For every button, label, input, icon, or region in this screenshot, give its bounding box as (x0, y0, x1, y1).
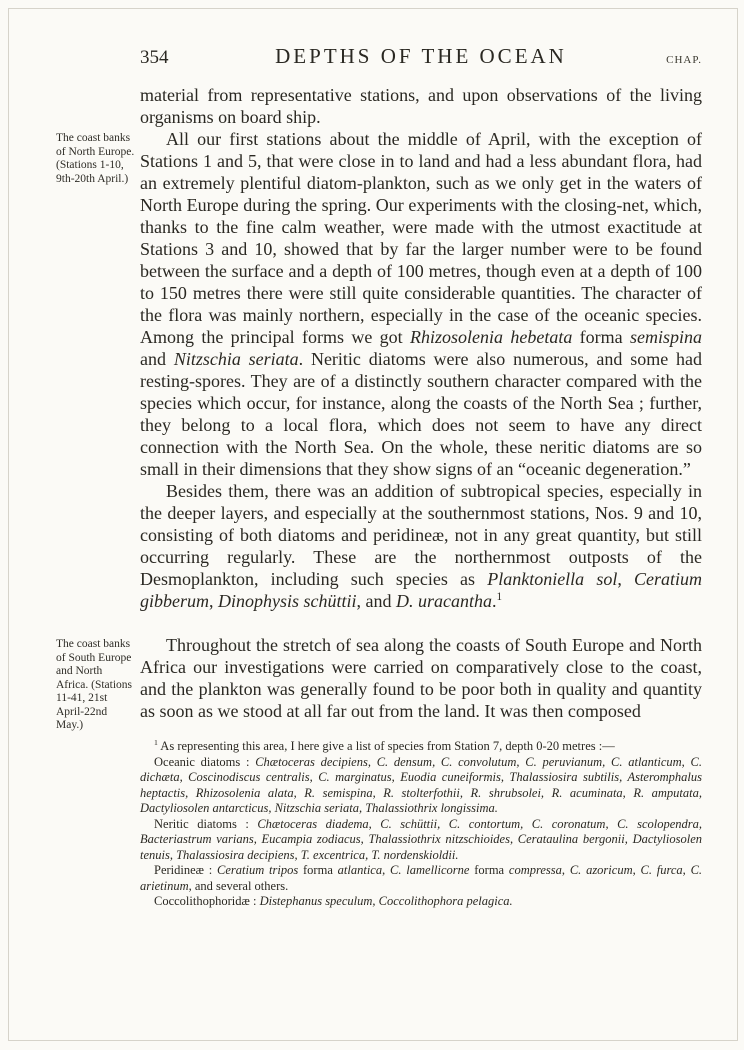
body-paragraph (56, 128, 703, 480)
footnote (140, 739, 702, 910)
body-paragraph: material from representative stations, and upon observations of the living organisms on board ship. (140, 85, 702, 127)
paragraph-text: Besides them, there was an addition of subtropical species, especially in the deeper layers, and especially at the southernmost stations, Nos. 9 and 10, consisting of both diatoms and peridineæ, not in any great quantity, but still occurring regularly. These are the northernmost outposts of the Desmoplankton, including such species as Planktoniella sol, Ceratium gibberum, Dinophysis schüttii, and D. uracantha.$^1$ (140, 481, 703, 611)
paragraph-text: Throughout the stretch of sea along the coasts of South Europe and North Africa our investigations were carried on comparatively close to the coast, and the plankton was generally found to be poor both in quality and quantity as soon as we stood at all far out from the land. It was then composed (140, 635, 702, 721)
text-column (56, 44, 703, 910)
footnote-paragraph: Oceanic diatoms : Chætoceras decipiens, C. densum, C. convolutum, C. peruvianum, C. atlanticum, C. dichæta, Coscinodiscus centralis, C. marginatus, Euodia cuneiformis, Thalassiosira subtilis, Asteromphalus heptactis, Rhizosolenia alata, R. semispina, R. stolterfothii, R. shrubsolei, R. acuminata, R. amputata, Dactyliosolen antarcticus, Nitzschia seriata, Thalassiothrix longissima. (140, 754, 702, 815)
margin-note: The coast banks of North Europe. (Stations 1-10, 9th-20th April.) (56, 132, 135, 185)
footnote-paragraph: $^1$ As representing this area, I here give a list of species from Station 7, depth 0-20 metres :— (154, 737, 615, 753)
body-paragraph (140, 480, 702, 612)
running-title: DEPTHS OF THE OCEAN (275, 44, 567, 68)
footnote-paragraph: Peridineæ : Ceratium tripos forma atlantica, C. lamellicorne forma compressa, C. azoricum, C. furca, C. arietinum, and several others. (140, 863, 703, 893)
margin-note: The coast banks of South Europe and North Africa. (Stations 11-41, 21st April-22nd May.) (56, 638, 133, 731)
footnote-paragraph: Coccolithophoridæ : Distephanus speculum, Coccolithophora pelagica. (154, 894, 513, 908)
paragraph-text: All our first stations about the middle of April, with the exception of Stations 1 and 5, that were close in to land and had a less abundant flora, had an extremely plentiful diatom-plankton, such as we only get in the waters of North Europe during the spring. Our experiments with the closing-net, which, thanks to the fine calm weather, were made with the utmost exactitude at Stations 3 and 10, showed that by far the larger number were to be found between the surface and a depth of 100 metres, though even at a depth of 100 to 150 metres there were still quite considerable quantities. The character of the flora was mainly northern, especially in the case of the oceanic species. Among the principal forms we got Rhizosolenia hebetata forma semispina and Nitzschia seriata. Neritic diatoms were also numerous, and some had resting-spores. They are of a distinctly southern character compared with the species which occur, for instance, along the coasts of the North Sea ; further, they belong to a local flora, which does not seem to have any direct connection with the North Sea. On the whole, these neritic diatoms are so small in their dimensions that they show signs of an “oceanic degeneration.” (140, 129, 703, 479)
chapter-label: CHAP. (666, 54, 702, 66)
page-header (140, 44, 702, 69)
page-number: 354 (140, 47, 169, 68)
body-paragraph (56, 634, 702, 731)
footnote-paragraph: Neritic diatoms : Chætoceras diadema, C. schüttii, C. contortum, C. coronatum, C. scolopendra, Bacteriastrum varians, Eucampia zodiacus, Thalassiothrix nitzschioides, Cerataulina bergonii, Dactyliosolen tenuis, Thalassiosira decipiens, T. excentrica, T. nordenskioldii. (140, 816, 702, 862)
body-text (56, 84, 703, 731)
